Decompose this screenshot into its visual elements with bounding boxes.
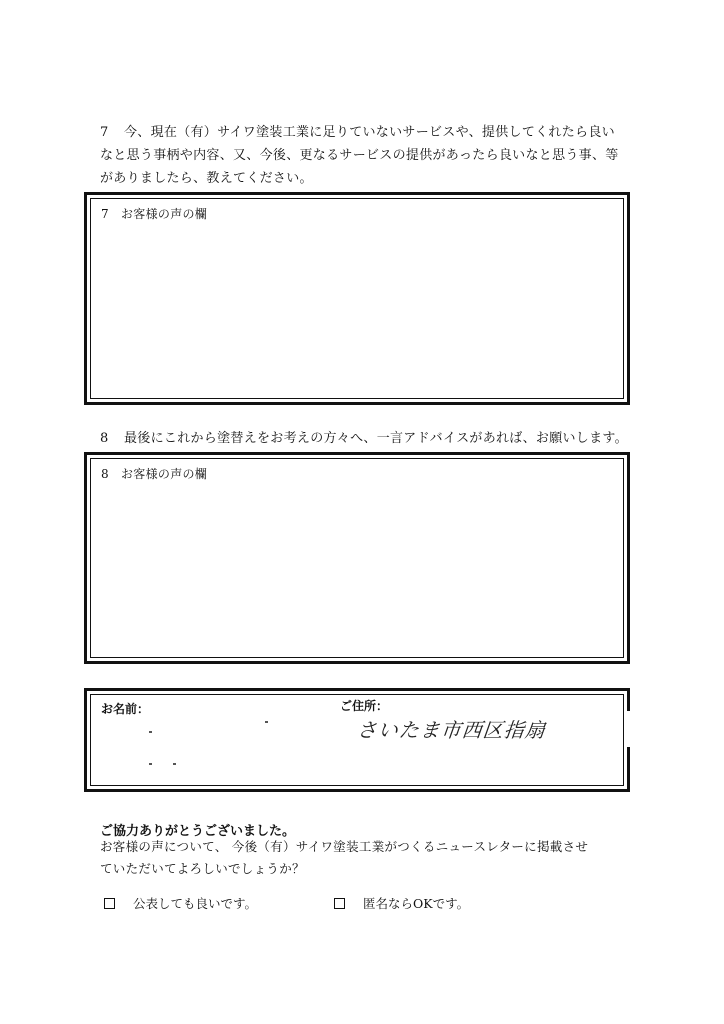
answer-box-7[interactable]	[84, 192, 630, 405]
option-anonymous-label: 匿名ならOKです。	[363, 896, 470, 911]
question-7-line-3: がありましたら、教えてください。	[100, 171, 313, 186]
consent-line-2: ていただいてよろしいでしょうか？	[100, 861, 305, 876]
contact-info-box	[84, 688, 630, 792]
option-public[interactable]	[104, 894, 257, 912]
consent-question	[100, 836, 640, 880]
answer-box-7-label: 7 お客様の声の欄	[101, 207, 208, 221]
option-anonymous[interactable]	[334, 894, 469, 912]
question-8-line-1: 8 最後にこれから塗替えをお考えの方々へ、一言アドバイスがあれば、お願いします。	[100, 427, 660, 450]
question-8-number: 8	[100, 431, 109, 446]
redaction-patch	[627, 711, 637, 747]
answer-box-8[interactable]	[84, 452, 630, 664]
consent-line-1: お客様の声について、 今後（有）サイワ塗装工業がつくるニュースレターに掲載させ	[100, 839, 589, 854]
scan-speck	[149, 731, 152, 733]
answer-box-8-label: 8 お客様の声の欄	[101, 467, 208, 481]
address-handwritten: さいたま市西区指扇	[355, 718, 548, 742]
name-label: お名前：	[101, 702, 150, 716]
question-7-line-2: なと思う事柄や内容、又、今後、更なるサービスの提供があったら良いなと思う事、等	[100, 148, 619, 163]
question-7	[100, 121, 640, 190]
scan-speck	[265, 721, 268, 723]
question-7-number: 7	[100, 125, 109, 140]
address-label: ご住所：	[340, 699, 389, 713]
scan-speck	[173, 763, 176, 765]
thanks-message: ご協力ありがとうございました。	[100, 824, 296, 839]
scan-speck	[149, 763, 152, 765]
checkbox-anonymous[interactable]	[334, 898, 345, 909]
question-8	[100, 427, 660, 450]
option-public-label: 公表しても良いです。	[133, 896, 258, 911]
question-7-line-1: 7 今、現在（有）サイワ塗装工業に足りていないサービスや、提供してくれたら良い	[100, 121, 640, 144]
checkbox-public[interactable]	[104, 898, 115, 909]
